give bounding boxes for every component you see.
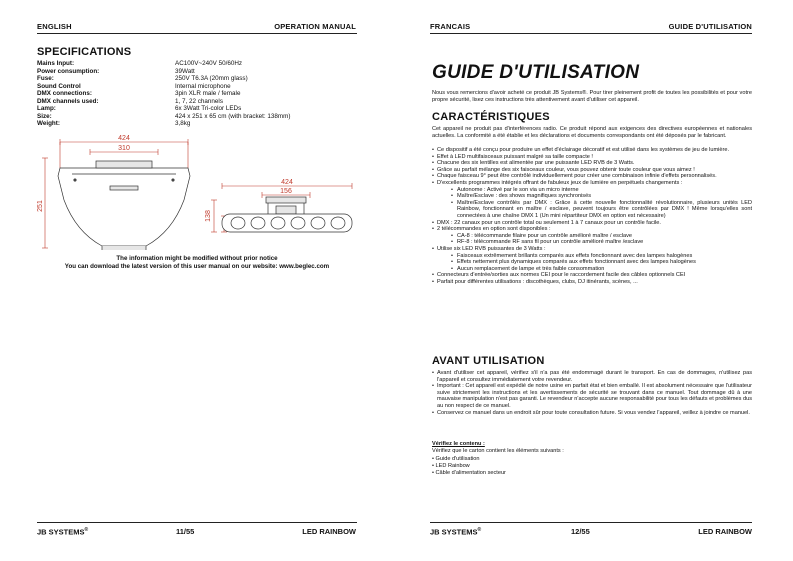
list-item: • Utilise six LED RVB puissantes de 3 Watts : • Faisceaux extrêmement brillants comparés aux effets fonctionnant avec des lampes halogènes • Effets nettement plus dynamiques comparés aux effets fonctionnant avec des lampes halogènes • Aucun remplacement de lampe et très faible consommation <box>432 246 752 272</box>
header-language: FRANCAIS <box>430 22 471 31</box>
sub-list-item: • RF-8 : télécommande RF sans fil pour un contrôle amélioré maître /esclave <box>451 239 752 246</box>
contents-item: • LED Rainbow <box>432 463 470 469</box>
list-item: • 2 télécommandes en option sont disponibles : • CA-8 : télécommande filaire pour un contrôle amélioré maître / esclave • RF-8 : télécommande RF sans fil pour un contrôle amélioré maître /esclave <box>432 226 752 246</box>
list-item: • Important : Cet appareil est expédié de notre usine en parfait état et bien emballé. Il est absolument nécessaire que l'utilisateur suive strictement les instructions et les avertissements de sécurité se trouvant dans ce manuel. Tout dommage dû à une mauvaise manipulation n'est pas garanti. Le revendeur n'accepte aucune responsabilité pour tous les défauts et problèmes dus au non respect de ce manuel. <box>432 383 752 409</box>
sub-list-item: • Aucun remplacement de lampe et très faible consommation <box>451 266 752 273</box>
footer-product: LED RAINBOW <box>698 527 752 536</box>
list-item: • Connecteurs d'entrée/sorties aux normes CEI pour le raccordement facile des câbles optionnels CEI <box>432 272 752 279</box>
footer-page-number: 11/55 <box>176 527 195 536</box>
sub-list-item: • Maître/Esclave : des shows magnifiques synchronisés <box>451 193 752 200</box>
footer-rule <box>37 522 357 523</box>
modification-note: The information might be modified without prior notice <box>116 255 278 262</box>
list-item: • Avant d'utiliser cet appareil, vérifiez s'il n'a pas été endommagé durant le transport. En cas de dommages, n'utilisez pas l'appareil et consultez immédiatement votre revendeur. <box>432 370 752 383</box>
footer-page-number: 12/55 <box>571 527 590 536</box>
footer-rule <box>430 522 752 523</box>
intro-paragraph: Nous vous remercions d'avoir acheté ce produit JB Systems®. Pour tirer pleinement profit de toutes les possibilités et pour votre propre sécurité, lisez ces instructions très attentivement avant d'utiliser cet appareil. <box>432 90 752 103</box>
list-item: • Grâce au parfait mélange des six faisceaux couleur, vous pouvez obtenir toute couleur que vous aimez ! <box>432 167 752 174</box>
side-view-outline <box>222 197 352 232</box>
features-intro: Cet appareil ne produit pas d'interférences radio. Ce produit répond aux exigences des directives européennes et nationales actuelles. La conformité a été établie et les déclarations et documents correspondants ont été déposés par le fabricant. <box>432 126 752 139</box>
footer-brand: JB SYSTEMS® <box>37 527 89 537</box>
list-item: • DMX : 22 canaux pour un contrôle total ou seulement 1 à 7 canaux pour un contrôle facile. <box>432 220 752 227</box>
header-manual-title: GUIDE D'UTILISATION <box>668 22 752 31</box>
before-use-title: AVANT UTILISATION <box>432 355 545 367</box>
front-view-outline <box>58 161 190 250</box>
left-page: ENGLISH OPERATION MANUAL SPECIFICATIONS Mains Input: AC100V~240V 50/60Hz Power consumption: 39Watt Fuse: 250V T6.3A (20mm glass) Sound Control Internal microphone DMX connections: 3pin XLR male / female DMX channels used: 1, 7, 22 channels Lamp: 6x 3Watt Tri-color LEDs Size: 424 x 251 x 65 cm (with bracket: 138mm) Weight: 3,8kg 424 310 251 424 156 138 The information might be modified without prior notice You can download the latest version of this user manual on our website: www.beglec.com JB SYSTEMS® 11/55 LED RAINBOW <box>0 0 396 561</box>
right-page <box>397 0 793 561</box>
dim-side-inner: 156 <box>280 188 292 195</box>
dimension-drawing <box>0 0 396 250</box>
contents-check-title: Vérifiez le contenu : <box>432 441 485 447</box>
sub-list-item: • Effets nettement plus dynamiques comparés aux effets fonctionnant avec des lampes halogènes <box>451 259 752 266</box>
sub-list-item: • Autonome : Activé par le son via un micro interne <box>451 187 752 194</box>
sub-list-item: • CA-8 : télécommande filaire pour un contrôle amélioré maître / esclave <box>451 233 752 240</box>
dim-front-inner: 310 <box>118 145 130 152</box>
list-item: • Parfait pour différentes utilisations : discothèques, clubs, DJ itinérants, scènes, ... <box>432 279 752 286</box>
list-item: • Effet à LED multifaisceaux puissant malgré sa taille compacte ! <box>432 154 752 161</box>
contents-check-intro: Vérifiez que le carton contient les éléments suivants : <box>432 448 564 454</box>
page-title: GUIDE D'UTILISATION <box>432 62 640 83</box>
list-item: • D'excellents programmes intégrés offrant de fabuleux jeux de lumière en perpétuels changements : • Autonome : Activé par le son via un micro interne • Maître/Esclave : des shows magnifiques synchronisés • Maître/Esclave contrôlés par DMX : Grâce à cette nouvelle fonctionnalité révolutionnaire, plusieurs unités LED Rainbow, fonctionnant en maître / esclave, peuvent toujours être contrôlées par DMX ! Même lorsqu'elles sont connectées à une chaîne DMX 1 (Un mini répartiteur DMX en option est nécessaire) <box>432 180 752 220</box>
dim-front-width: 424 <box>118 135 130 142</box>
contents-item: • Câble d'alimentation secteur <box>432 470 506 476</box>
sub-list-item: • Maître/Esclave contrôlés par DMX : Grâce à cette nouvelle fonctionnalité révolutionnaire, plusieurs unités LED Rainbow, fonctionnant en maître / esclave, peuvent toujours être contrôlées par DMX ! Même lorsqu'elles sont connectées à une chaîne DMX 1 (Un mini répartiteur DMX en option est nécessaire) <box>451 200 752 220</box>
list-item: • Ce dispositif a été conçu pour produire un effet d'éclairage décoratif et est utilisé dans les systèmes de jeu de lumière. <box>432 147 752 154</box>
dim-side-width: 424 <box>281 179 293 186</box>
contents-item: • Guide d'utilisation <box>432 456 480 462</box>
header-rule <box>430 33 752 34</box>
list-item: • Conservez ce manuel dans un endroit sûr pour toute consultation future. Si vous vendez l'appareil, veillez à joindre ce manuel. <box>432 410 752 417</box>
sub-list-item: • Faisceaux extrêmement brillants comparés aux effets fonctionnant avec des lampes halogènes <box>451 253 752 260</box>
dim-front-height: 251 <box>37 200 44 212</box>
footer-product: LED RAINBOW <box>302 527 356 536</box>
download-note: You can download the latest version of this user manual on our website: www.beglec.com <box>64 263 330 270</box>
header-language: ENGLISH <box>37 22 72 31</box>
features-list <box>432 147 752 285</box>
list-item: • Chaque faisceau 9° peut être contrôlé individuellement pour créer une combinaison infinie d'effets personnalisés. <box>432 173 752 180</box>
header-manual-title: OPERATION MANUAL <box>274 22 356 31</box>
before-use-list <box>432 370 752 416</box>
footer-brand: JB SYSTEMS® <box>430 527 482 537</box>
features-title: CARACTÉRISTIQUES <box>432 111 550 123</box>
list-item: • Chacune des six lentilles est alimentée par une puissante LED RVB de 3 Watts. <box>432 160 752 167</box>
spec-title: SPECIFICATIONS <box>37 46 132 58</box>
dim-side-bracket: 138 <box>205 210 212 222</box>
